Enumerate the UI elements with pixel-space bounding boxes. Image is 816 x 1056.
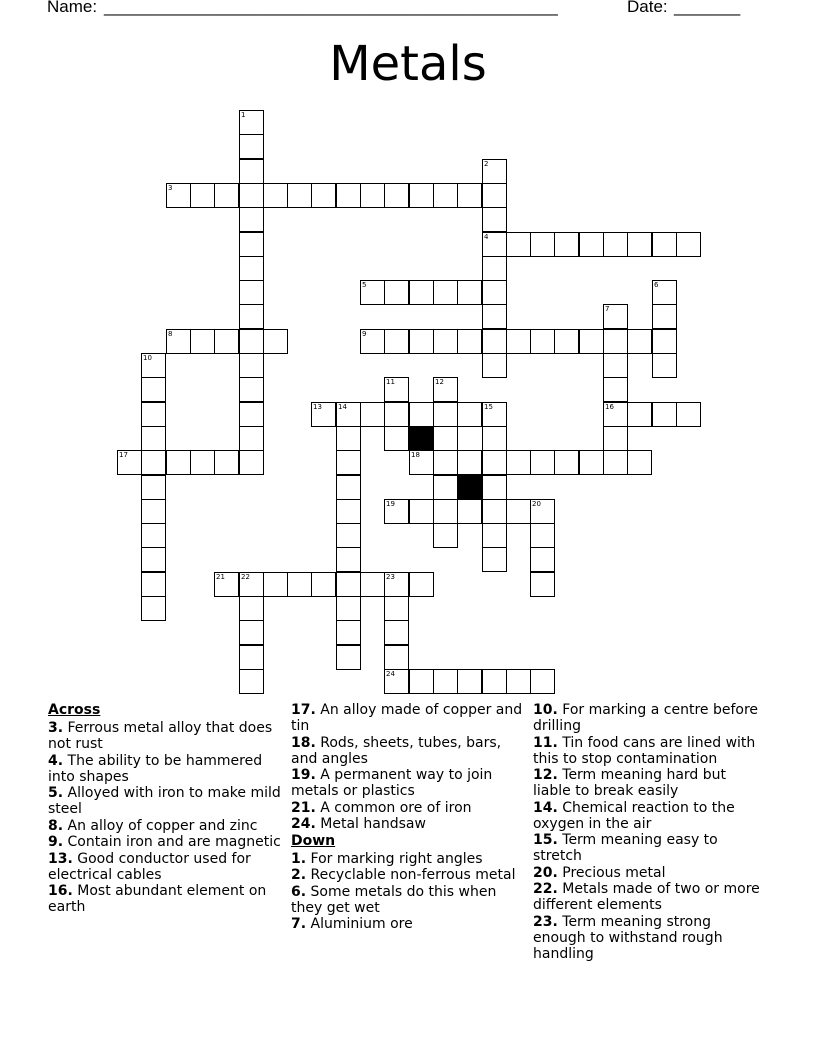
grid-cell[interactable] <box>482 280 507 305</box>
grid-cell[interactable] <box>214 183 239 208</box>
clue-number: 13 <box>313 403 322 411</box>
clue-across-17: 17. An alloy made of copper and tin <box>291 702 523 734</box>
grid-cell[interactable] <box>263 329 288 354</box>
grid-cell[interactable] <box>239 304 264 329</box>
grid-cell[interactable] <box>433 329 458 354</box>
date-line[interactable]: _______ <box>674 0 741 16</box>
grid-cell[interactable] <box>239 645 264 670</box>
grid-cell[interactable] <box>603 304 628 329</box>
grid-cell[interactable] <box>482 547 507 572</box>
clue-down-7: 7. Aluminium ore <box>291 916 413 932</box>
clue-number: 23 <box>386 573 395 581</box>
clue-down-6: 6. Some metals do this when they get wet <box>291 883 497 916</box>
clue-across-4: 4. The ability to be hammered into shapes <box>48 752 263 785</box>
clue-down-14: 14. Chemical reaction to the oxygen in the air <box>533 799 735 832</box>
grid-cell[interactable] <box>336 499 361 524</box>
clue-number: 8 <box>168 330 173 338</box>
grid-cell[interactable] <box>214 450 239 475</box>
clue-number: 18 <box>411 451 420 459</box>
grid-cell[interactable] <box>239 377 264 402</box>
grid-cell[interactable] <box>433 499 458 524</box>
grid-cell[interactable] <box>239 402 264 427</box>
grid-cell[interactable] <box>141 450 166 475</box>
grid-cell[interactable] <box>506 232 531 257</box>
grid-cell[interactable] <box>482 523 507 548</box>
grid-cell[interactable] <box>482 450 507 475</box>
grid-cell[interactable] <box>530 499 555 524</box>
across-heading: Across <box>48 702 101 718</box>
grid-cell[interactable] <box>360 572 385 597</box>
clue-number: 17 <box>119 451 128 459</box>
clue-down-1: 1. For marking right angles <box>291 850 483 867</box>
grid-cell[interactable] <box>433 280 458 305</box>
grid-cell[interactable] <box>530 523 555 548</box>
grid-cell[interactable] <box>652 232 677 257</box>
clue-number: 12 <box>435 378 444 386</box>
grid-cell[interactable] <box>554 329 579 354</box>
grid-cell[interactable] <box>409 499 434 524</box>
grid-cell[interactable] <box>141 596 166 621</box>
clues-column-2 <box>291 702 526 933</box>
grid-cell[interactable] <box>336 523 361 548</box>
grid-cell[interactable] <box>239 159 264 184</box>
grid-cell[interactable] <box>287 183 312 208</box>
grid-cell[interactable] <box>384 645 409 670</box>
grid-cell[interactable] <box>482 353 507 378</box>
grid-cell[interactable] <box>384 499 409 524</box>
grid-cell[interactable] <box>384 620 409 645</box>
grid-cell[interactable] <box>239 183 264 208</box>
grid-cell[interactable] <box>311 183 336 208</box>
grid-cell[interactable] <box>482 669 507 694</box>
grid-cell[interactable] <box>554 450 579 475</box>
grid-cell[interactable] <box>579 329 604 354</box>
clue-number: 14 <box>338 403 347 411</box>
grid-cell[interactable] <box>627 329 652 354</box>
grid-cell[interactable] <box>603 232 628 257</box>
grid-cell[interactable] <box>603 353 628 378</box>
grid-cell[interactable] <box>239 232 264 257</box>
grid-cell[interactable] <box>482 232 507 257</box>
clue-down-15: 15. Term meaning easy to stretch <box>533 832 718 864</box>
grid-cell[interactable] <box>190 329 215 354</box>
grid-cell[interactable] <box>457 669 482 694</box>
grid-cell[interactable] <box>214 572 239 597</box>
grid-cell[interactable] <box>384 329 409 354</box>
grid-cell[interactable] <box>482 207 507 232</box>
clue-number: 24 <box>386 670 395 678</box>
grid-cell[interactable] <box>336 475 361 500</box>
grid-cell[interactable] <box>506 450 531 475</box>
grid-cell[interactable] <box>409 572 434 597</box>
grid-cell[interactable] <box>530 572 555 597</box>
grid-cell[interactable] <box>676 402 701 427</box>
clue-down-22: 22. Metals made of two or more different elements <box>533 881 760 913</box>
grid-cell[interactable] <box>239 280 264 305</box>
grid-cell[interactable] <box>239 450 264 475</box>
clue-across-21: 21. A common ore of iron <box>291 799 472 816</box>
grid-cell[interactable] <box>239 207 264 232</box>
grid-cell[interactable] <box>603 450 628 475</box>
grid-cell[interactable] <box>141 547 166 572</box>
grid-cell[interactable] <box>433 402 458 427</box>
grid-cell[interactable] <box>409 329 434 354</box>
grid-cell[interactable] <box>239 596 264 621</box>
clue-down-11: 11. Tin food cans are lined with this to stop contamination <box>533 734 756 767</box>
grid-cell[interactable] <box>457 499 482 524</box>
clue-across-19: 19. A permanent way to join metals or plastics <box>291 767 493 799</box>
grid-cell[interactable] <box>530 547 555 572</box>
clue-number: 19 <box>386 500 395 508</box>
grid-cell[interactable] <box>239 353 264 378</box>
grid-cell[interactable] <box>506 669 531 694</box>
clue-number: 7 <box>605 305 610 313</box>
grid-cell[interactable] <box>384 572 409 597</box>
clue-down-23: 23. Term meaning strong enough to withstand rough handling <box>533 913 723 962</box>
grid-cell[interactable] <box>433 450 458 475</box>
date-label: Date: <box>627 0 668 16</box>
clue-number: 3 <box>168 184 173 192</box>
clue-across-5: 5. Alloyed with iron to make mild steel <box>48 785 281 817</box>
grid-cell[interactable] <box>457 329 482 354</box>
grid-cell[interactable] <box>141 499 166 524</box>
grid-cell[interactable] <box>239 110 264 135</box>
grid-cell[interactable] <box>311 572 336 597</box>
grid-cell[interactable] <box>433 183 458 208</box>
grid-cell[interactable] <box>433 377 458 402</box>
grid-cell[interactable] <box>336 645 361 670</box>
grid-cell[interactable] <box>409 280 434 305</box>
grid-cell[interactable] <box>603 329 628 354</box>
grid-cell[interactable] <box>360 183 385 208</box>
grid-cell[interactable] <box>141 353 166 378</box>
grid-cell[interactable] <box>409 450 434 475</box>
grid-cell[interactable] <box>554 232 579 257</box>
clues-column-1 <box>48 702 283 916</box>
grid-cell[interactable] <box>239 669 264 694</box>
grid-cell[interactable] <box>603 377 628 402</box>
grid-cell[interactable] <box>141 402 166 427</box>
grid-cell[interactable] <box>482 402 507 427</box>
grid-cell[interactable] <box>336 596 361 621</box>
grid-cell[interactable] <box>603 426 628 451</box>
clue-across-8: 8. An alloy of copper and zinc <box>48 817 258 834</box>
grid-cell[interactable] <box>482 499 507 524</box>
grid-cell[interactable] <box>627 402 652 427</box>
grid-cell[interactable] <box>530 329 555 354</box>
clue-across-16: 16. Most abundant element on earth <box>48 883 267 915</box>
grid-cell[interactable] <box>652 304 677 329</box>
clue-down-20: 20. Precious metal <box>533 864 666 881</box>
grid-cell[interactable] <box>263 183 288 208</box>
grid-cell[interactable] <box>433 426 458 451</box>
grid-cell[interactable] <box>384 183 409 208</box>
grid-cell[interactable] <box>433 669 458 694</box>
grid-cell[interactable] <box>141 572 166 597</box>
grid-cell[interactable] <box>482 426 507 451</box>
grid-cell[interactable] <box>239 572 264 597</box>
clue-across-9: 9. Contain iron and are magnetic <box>48 834 281 850</box>
grid-cell[interactable] <box>239 426 264 451</box>
grid-cell[interactable] <box>141 523 166 548</box>
black-square <box>409 426 434 451</box>
grid-cell[interactable] <box>433 523 458 548</box>
grid-cell[interactable] <box>239 329 264 354</box>
grid-cell[interactable] <box>409 669 434 694</box>
grid-cell[interactable] <box>482 304 507 329</box>
grid-cell[interactable] <box>384 377 409 402</box>
grid-cell[interactable] <box>433 475 458 500</box>
grid-cell[interactable] <box>482 183 507 208</box>
grid-cell[interactable] <box>336 450 361 475</box>
grid-cell[interactable] <box>457 183 482 208</box>
clue-down-10: 10. For marking a centre before drilling <box>533 702 759 734</box>
clue-number: 9 <box>362 330 367 338</box>
grid-cell[interactable] <box>141 475 166 500</box>
grid-cell[interactable] <box>166 450 191 475</box>
grid-cell[interactable] <box>336 547 361 572</box>
grid-cell[interactable] <box>287 572 312 597</box>
grid-cell[interactable] <box>652 329 677 354</box>
clue-number: 2 <box>484 160 489 168</box>
grid-cell[interactable] <box>627 232 652 257</box>
grid-cell[interactable] <box>652 353 677 378</box>
grid-cell[interactable] <box>506 329 531 354</box>
grid-cell[interactable] <box>239 134 264 159</box>
grid-cell[interactable] <box>190 450 215 475</box>
grid-cell[interactable] <box>336 402 361 427</box>
clue-number: 4 <box>484 233 489 241</box>
grid-cell[interactable] <box>166 183 191 208</box>
grid-cell[interactable] <box>457 280 482 305</box>
grid-cell[interactable] <box>652 402 677 427</box>
clue-number: 20 <box>532 500 541 508</box>
grid-cell[interactable] <box>457 450 482 475</box>
grid-cell[interactable] <box>384 280 409 305</box>
clue-number: 15 <box>484 403 493 411</box>
clue-number: 1 <box>241 111 246 119</box>
grid-cell[interactable] <box>263 572 288 597</box>
grid-cell[interactable] <box>336 183 361 208</box>
grid-cell[interactable] <box>336 572 361 597</box>
clue-number: 5 <box>362 281 367 289</box>
grid-cell[interactable] <box>579 450 604 475</box>
clue-down-12: 12. Term meaning hard but liable to break easily <box>533 767 726 799</box>
clue-number: 21 <box>216 573 225 581</box>
grid-cell[interactable] <box>409 402 434 427</box>
grid-cell[interactable] <box>482 329 507 354</box>
clue-across-18: 18. Rods, sheets, tubes, bars, and angles <box>291 734 502 767</box>
grid-cell[interactable] <box>239 620 264 645</box>
clue-number: 22 <box>241 573 250 581</box>
clue-across-13: 13. Good conductor used for electrical cables <box>48 850 251 883</box>
clues-column-3 <box>533 702 768 962</box>
grid-cell[interactable] <box>409 183 434 208</box>
grid-cell[interactable] <box>482 159 507 184</box>
grid-cell[interactable] <box>141 377 166 402</box>
grid-cell[interactable] <box>384 402 409 427</box>
black-square <box>457 475 482 500</box>
name-label: Name: <box>47 0 98 16</box>
clue-number: 16 <box>605 403 614 411</box>
grid-cell[interactable] <box>482 256 507 281</box>
grid-cell[interactable] <box>457 402 482 427</box>
grid-cell[interactable] <box>336 620 361 645</box>
grid-cell[interactable] <box>652 280 677 305</box>
grid-cell[interactable] <box>530 450 555 475</box>
clue-down-2: 2. Recyclable non-ferrous metal <box>291 867 516 883</box>
clue-number: 10 <box>143 354 152 362</box>
grid-cell[interactable] <box>530 232 555 257</box>
grid-cell[interactable] <box>360 402 385 427</box>
grid-cell[interactable] <box>239 256 264 281</box>
clue-across-24: 24. Metal handsaw <box>291 816 426 832</box>
grid-cell[interactable] <box>360 329 385 354</box>
grid-cell[interactable] <box>627 450 652 475</box>
grid-cell[interactable] <box>360 280 385 305</box>
grid-cell[interactable] <box>579 232 604 257</box>
grid-cell[interactable] <box>506 499 531 524</box>
grid-cell[interactable] <box>603 402 628 427</box>
grid-cell[interactable] <box>311 402 336 427</box>
grid-cell[interactable] <box>190 183 215 208</box>
grid-cell[interactable] <box>530 669 555 694</box>
grid-cell[interactable] <box>384 426 409 451</box>
clue-number: 11 <box>386 378 395 386</box>
clue-across-3: 3. Ferrous metal alloy that does not rust <box>48 720 273 752</box>
grid-cell[interactable] <box>676 232 701 257</box>
grid-cell[interactable] <box>214 329 239 354</box>
grid-cell[interactable] <box>141 426 166 451</box>
page-title: Metals <box>329 36 487 92</box>
grid-cell[interactable] <box>166 329 191 354</box>
name-line[interactable]: ________________________________________________ <box>104 0 558 16</box>
grid-cell[interactable] <box>384 596 409 621</box>
grid-cell[interactable] <box>336 426 361 451</box>
grid-cell[interactable] <box>482 475 507 500</box>
grid-cell[interactable] <box>384 669 409 694</box>
grid-cell[interactable] <box>117 450 142 475</box>
down-heading: Down <box>291 832 336 849</box>
clue-number: 6 <box>654 281 659 289</box>
